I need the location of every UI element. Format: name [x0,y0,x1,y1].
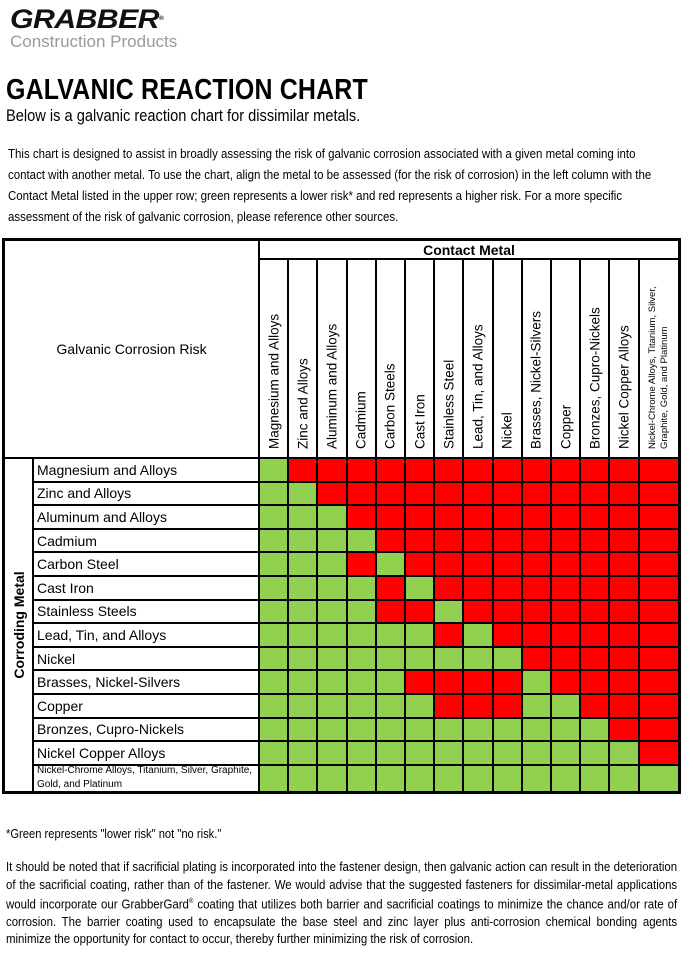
row-label: Zinc and Alloys [34,481,258,505]
column-header: Brasses, Nickel-Silvers [521,260,550,457]
corroding-metal-header: Corroding Metal [5,457,34,791]
risk-cell-low [287,646,316,670]
logo-tagline: Construction Products [10,32,178,51]
risk-cell-low [287,764,316,791]
risk-cell-low [258,575,287,599]
risk-cell-high [521,551,550,575]
risk-cell-high [608,504,637,528]
risk-cell-low [375,693,404,717]
risk-cell-low [375,622,404,646]
risk-cell-low [258,764,287,791]
risk-cell-low [521,764,550,791]
risk-cell-high [638,551,678,575]
column-header: Copper [550,260,579,457]
risk-cell-low [579,717,608,741]
risk-cell-high [579,599,608,623]
risk-cell-high [608,528,637,552]
risk-cell-high [433,575,462,599]
risk-cell-low [521,693,550,717]
risk-cell-low [287,622,316,646]
risk-cell-high [638,740,678,764]
risk-cell-low [404,740,433,764]
row-label: Stainless Steels [34,599,258,623]
risk-cell-low [579,740,608,764]
risk-cell-high [608,669,637,693]
risk-cell-high [433,504,462,528]
risk-cell-low [316,740,345,764]
risk-cell-high [550,646,579,670]
risk-cell-high [375,481,404,505]
risk-cell-low [375,646,404,670]
closing-paragraph: It should be noted that if sacrificial plating is incorporated into the fastener design, then galvanic action can result in the deterioration of the sacrificial coating, rather than of the fastener. We would advise that the suggested fasteners for dissimilar-metal applications would incorporate our GrabberGard® coating that utilizes both barrier and sacrificial coatings to minimize the chance and/or rate of corrosion. The barrier coating used to encapsulate the base steel and zinc layer plus anti-corrosion chemical bonding agents minimize the opportunity for contact to occur, thereby further minimizing the risk of corrosion. [6,859,678,947]
column-header: Stainless Steel [433,260,462,457]
risk-cell-high [492,457,521,481]
risk-cell-low [287,717,316,741]
risk-cell-low [462,740,491,764]
risk-cell-low [404,717,433,741]
risk-cell-high [433,693,462,717]
risk-cell-low [258,622,287,646]
risk-cell-low [550,717,579,741]
risk-cell-high [492,551,521,575]
risk-cell-low [404,575,433,599]
page-title: GALVANIC REACTION CHART [6,74,368,106]
risk-cell-high [521,504,550,528]
risk-cell-high [579,646,608,670]
risk-cell-high [579,622,608,646]
risk-cell-high [404,669,433,693]
risk-cell-high [579,481,608,505]
column-header: Bronzes, Cupro-Nickels [579,260,608,457]
risk-cell-high [462,528,491,552]
row-label: Brasses, Nickel-Silvers [34,669,258,693]
risk-cell-high [638,575,678,599]
risk-cell-high [492,599,521,623]
column-header: Lead, Tin, and Alloys [462,260,491,457]
risk-cell-high [638,646,678,670]
risk-cell-low [521,740,550,764]
risk-cell-high [521,622,550,646]
risk-cell-low [287,575,316,599]
risk-cell-low [579,764,608,791]
risk-cell-high [404,528,433,552]
risk-cell-low [346,622,375,646]
row-label: Copper [34,693,258,717]
intro-paragraph: This chart is designed to assist in broadly assessing the risk of galvanic corrosion associated with a given metal coming into contact with another metal. To use the chart, align the metal to be assessed (for the risk of corrosion) in the left column with the Contact Metal listed in the upper row; green represents a lower risk* and red represents a higher risk. For a more specific assessment of the risk of galvanic corrosion, please reference other sources. [8,146,652,224]
risk-cell-high [492,504,521,528]
risk-cell-high [608,646,637,670]
risk-cell-low [375,717,404,741]
risk-cell-high [521,457,550,481]
contact-metal-header: Contact Metal [258,241,678,260]
risk-cell-low [287,551,316,575]
risk-cell-low [638,764,678,791]
risk-cell-low [375,551,404,575]
risk-cell-low [346,575,375,599]
row-label: Nickel Copper Alloys [34,740,258,764]
risk-cell-low [492,740,521,764]
risk-cell-low [316,551,345,575]
risk-cell-high [462,575,491,599]
risk-cell-high [521,599,550,623]
risk-cell-low [287,481,316,505]
risk-cell-high [608,457,637,481]
risk-cell-low [492,717,521,741]
risk-cell-high [375,504,404,528]
risk-cell-high [346,481,375,505]
risk-cell-high [579,504,608,528]
risk-cell-high [579,693,608,717]
risk-cell-high [287,457,316,481]
risk-cell-high [375,457,404,481]
risk-cell-high [521,646,550,670]
risk-cell-high [579,551,608,575]
risk-cell-low [258,504,287,528]
risk-cell-high [608,599,637,623]
risk-cell-low [316,622,345,646]
risk-cell-high [608,575,637,599]
risk-cell-low [608,764,637,791]
risk-cell-high [492,575,521,599]
risk-cell-low [258,551,287,575]
risk-cell-low [287,599,316,623]
row-label: Nickel [34,646,258,670]
risk-cell-low [287,528,316,552]
risk-cell-high [608,693,637,717]
risk-cell-high [638,669,678,693]
risk-cell-low [521,669,550,693]
risk-cell-high [550,528,579,552]
row-label: Nickel-Chrome Alloys, Titanium, Silver, Graphite, Gold, and Platinum [34,764,258,791]
risk-cell-low [258,481,287,505]
column-header: Zinc and Alloys [287,260,316,457]
risk-cell-high [462,669,491,693]
risk-cell-low [462,764,491,791]
column-header: Cadmium [346,260,375,457]
risk-cell-low [462,646,491,670]
risk-cell-high [346,551,375,575]
risk-cell-high [404,457,433,481]
risk-cell-high [433,457,462,481]
risk-cell-low [258,646,287,670]
risk-cell-low [287,504,316,528]
risk-cell-high [608,481,637,505]
risk-cell-low [258,740,287,764]
row-label: Cadmium [34,528,258,552]
risk-cell-high [433,528,462,552]
chart-title: Galvanic Corrosion Risk [56,341,207,357]
risk-cell-high [433,622,462,646]
risk-cell-low [316,528,345,552]
galvanic-reaction-chart [2,238,681,794]
risk-cell-low [316,575,345,599]
risk-cell-low [316,669,345,693]
risk-cell-high [492,693,521,717]
risk-cell-low [316,599,345,623]
risk-cell-high [492,528,521,552]
risk-cell-high [462,457,491,481]
risk-cell-high [492,622,521,646]
risk-cell-low [375,740,404,764]
risk-cell-low [346,740,375,764]
risk-cell-low [346,528,375,552]
row-label: Bronzes, Cupro-Nickels [34,717,258,741]
risk-cell-low [258,528,287,552]
risk-cell-high [346,457,375,481]
column-header: Carbon Steels [375,260,404,457]
risk-cell-low [346,669,375,693]
risk-cell-high [462,693,491,717]
column-header: Nickel Copper Alloys [608,260,637,457]
row-label: Magnesium and Alloys [34,457,258,481]
risk-cell-high [550,481,579,505]
risk-cell-high [492,481,521,505]
risk-cell-high [579,669,608,693]
risk-cell-low [550,693,579,717]
risk-cell-high [550,622,579,646]
grabber-logo [10,6,177,51]
risk-cell-low [316,717,345,741]
risk-cell-high [638,528,678,552]
risk-cell-low [375,764,404,791]
risk-cell-high [638,504,678,528]
risk-cell-low [433,599,462,623]
risk-cell-low [346,717,375,741]
risk-cell-high [433,669,462,693]
risk-cell-high [579,528,608,552]
risk-cell-high [375,528,404,552]
risk-cell-low [375,669,404,693]
column-header: Magnesium and Alloys [258,260,287,457]
risk-cell-high [638,457,678,481]
row-label: Aluminum and Alloys [34,504,258,528]
risk-cell-low [462,717,491,741]
risk-cell-high [492,669,521,693]
risk-cell-high [375,575,404,599]
risk-cell-low [258,457,287,481]
risk-cell-high [316,457,345,481]
risk-cell-high [433,551,462,575]
risk-cell-high [638,481,678,505]
registered-mark: ® [188,898,194,905]
risk-cell-high [462,481,491,505]
risk-cell-low [316,504,345,528]
risk-cell-low [287,669,316,693]
risk-cell-low [608,740,637,764]
risk-cell-low [550,764,579,791]
risk-cell-high [550,599,579,623]
footnote: *Green represents "lower risk" not "no risk." [6,826,222,841]
row-label: Carbon Steel [34,551,258,575]
risk-cell-high [608,717,637,741]
risk-cell-high [579,575,608,599]
risk-cell-high [638,693,678,717]
risk-cell-high [550,457,579,481]
row-label: Lead, Tin, and Alloys [34,622,258,646]
risk-cell-low [316,764,345,791]
risk-cell-low [346,764,375,791]
risk-cell-low [433,646,462,670]
risk-cell-low [433,717,462,741]
risk-cell-high [375,599,404,623]
risk-cell-high [462,551,491,575]
risk-cell-high [404,504,433,528]
risk-cell-low [404,764,433,791]
risk-cell-low [492,646,521,670]
risk-cell-low [287,740,316,764]
risk-cell-low [404,693,433,717]
risk-cell-high [462,599,491,623]
risk-cell-low [346,646,375,670]
risk-cell-low [258,717,287,741]
column-header: Nickel-Chrome Alloys, Titanium, Silver, Graphite, Gold, and Platinum [638,260,678,457]
risk-cell-low [258,599,287,623]
risk-cell-low [462,622,491,646]
risk-cell-low [287,693,316,717]
risk-cell-high [579,457,608,481]
risk-cell-low [492,764,521,791]
risk-cell-low [258,669,287,693]
risk-cell-low [521,717,550,741]
risk-cell-low [346,599,375,623]
risk-cell-low [316,646,345,670]
risk-cell-high [638,622,678,646]
risk-cell-high [404,551,433,575]
risk-cell-low [346,693,375,717]
risk-cell-high [462,504,491,528]
risk-cell-high [550,504,579,528]
risk-cell-high [550,551,579,575]
risk-cell-high [404,481,433,505]
risk-cell-high [521,481,550,505]
risk-cell-high [521,575,550,599]
risk-cell-high [404,599,433,623]
risk-cell-high [638,599,678,623]
risk-cell-high [433,481,462,505]
risk-cell-high [346,504,375,528]
risk-cell-low [316,693,345,717]
risk-cell-high [316,481,345,505]
page-subtitle: Below is a galvanic reaction chart for dissimilar metals. [6,106,361,125]
risk-cell-low [550,740,579,764]
logo-brand: GRABBER® [10,4,164,34]
column-header: Cast Iron [404,260,433,457]
risk-cell-high [521,528,550,552]
row-label: Cast Iron [34,575,258,599]
risk-cell-high [608,551,637,575]
column-header: Nickel [492,260,521,457]
risk-cell-high [550,575,579,599]
risk-cell-high [608,622,637,646]
risk-cell-low [433,764,462,791]
risk-cell-high [550,669,579,693]
risk-cell-low [404,622,433,646]
risk-cell-high [638,717,678,741]
column-header: Aluminum and Alloys [316,260,345,457]
risk-cell-low [404,646,433,670]
risk-cell-low [433,740,462,764]
risk-cell-low [258,693,287,717]
